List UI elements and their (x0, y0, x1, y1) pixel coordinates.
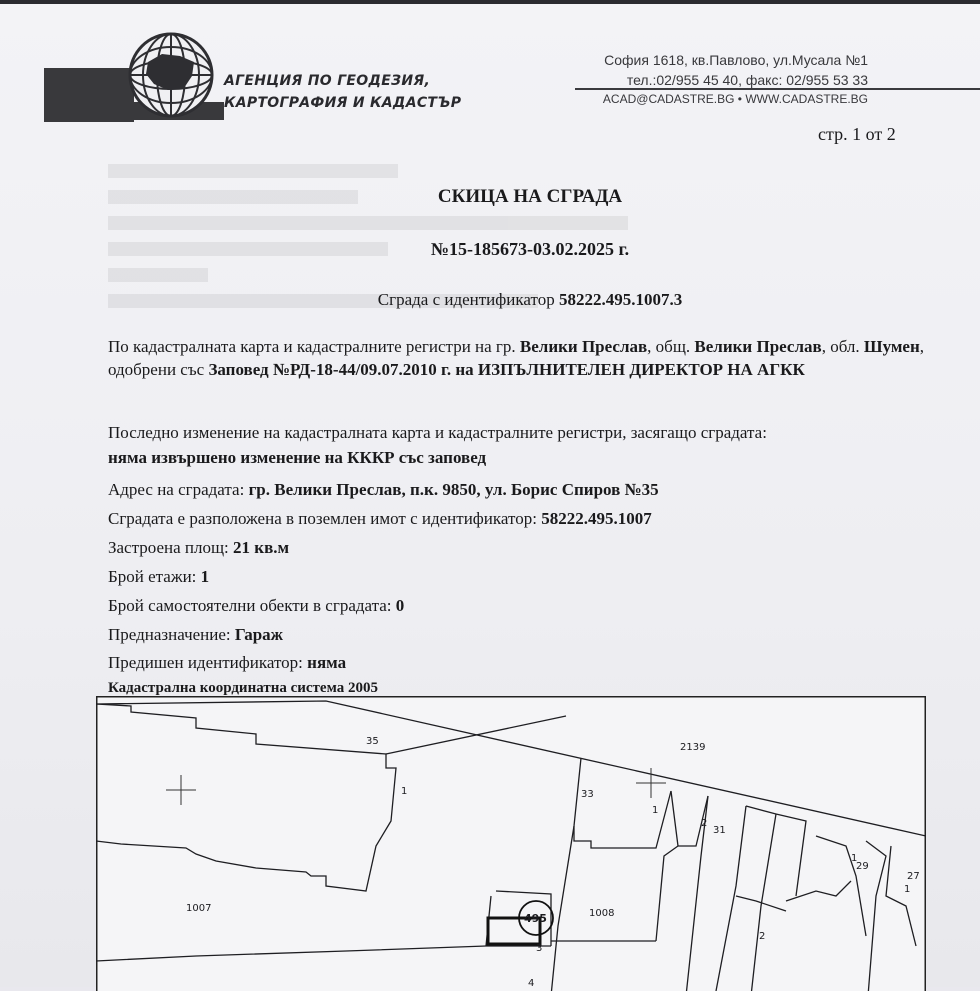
area-label: Застроена площ: (108, 538, 233, 557)
purpose-line (108, 623, 948, 646)
purpose-value: Гараж (235, 625, 283, 644)
coord-system-label: Кадастрална координатна система 2005 (108, 680, 378, 697)
prev-id-value: няма (307, 653, 346, 672)
map-frame (97, 697, 926, 991)
text-span: , обл. (822, 337, 864, 356)
map-label: 31 (713, 825, 726, 836)
map-label: 3 (536, 943, 542, 954)
contact-phones: тел.:02/955 45 40, факс: 02/955 53 33 (560, 70, 868, 90)
building-id-label: Сграда с идентификатор (378, 290, 559, 309)
units-value: 0 (396, 596, 405, 615)
header-rule (575, 88, 980, 128)
prev-id-label: Предишен идентификатор: (108, 653, 307, 672)
map-label: 1008 (589, 908, 614, 919)
text-span: По кадастралната карта и кадастралните регистри на гр. (108, 337, 520, 356)
building-id-line (0, 290, 980, 310)
map-label: 2139 (680, 742, 705, 753)
municipality-name: Велики Преслав (694, 337, 821, 356)
order-reference: Заповед №РД-18-44/09.07.2010 г. на ИЗПЪЛНИТЕЛЕН ДИРЕКТОР НА АГКК (208, 360, 804, 379)
map-label: 1 (401, 786, 407, 797)
cadastre-basis-paragraph (108, 335, 948, 381)
address-value: гр. Велики Преслав, п.к. 9850, ул. Борис Спиров №35 (249, 480, 659, 499)
map-label: 1 (652, 805, 658, 816)
province-name: Шумен (864, 337, 920, 356)
address-line (108, 478, 948, 501)
last-change-value: няма извършено изменение на КККР със заповед (108, 446, 948, 469)
parcel-value: 58222.495.1007 (541, 509, 652, 528)
floors-line (108, 565, 948, 588)
units-label: Брой самостоятелни обекти в сградата: (108, 596, 396, 615)
agency-line-1: АГЕНЦИЯ ПО ГЕОДЕЗИЯ, (224, 70, 461, 92)
text-span: , одобрени със (108, 337, 924, 379)
map-label: 2 (701, 818, 707, 829)
page-number: стр. 1 от 2 (818, 124, 896, 145)
address-label: Адрес на сградата: (108, 480, 249, 499)
globe-logo-icon (128, 32, 214, 118)
agency-name (224, 70, 461, 114)
logo-bar (44, 68, 134, 122)
document-sheet (0, 4, 980, 987)
cadastral-map (96, 696, 926, 991)
map-label: 35 (366, 736, 379, 747)
parcel-line (108, 507, 948, 530)
map-label: 4 (528, 978, 534, 989)
agency-line-2: КАРТОГРАФИЯ И КАДАСТЪР (224, 92, 461, 114)
town-name: Велики Преслав (520, 337, 647, 356)
contact-address: София 1618, кв.Павлово, ул.Мусала №1 (560, 50, 868, 70)
doc-number: №15-185673-03.02.2025 г. (0, 239, 980, 260)
map-label: 1 (904, 884, 910, 895)
area-value: 21 кв.м (233, 538, 289, 557)
prev-id-line (108, 651, 948, 674)
floors-label: Брой етажи: (108, 567, 201, 586)
contact-web: ACAD@CADASTRE.BG • WWW.CADASTRE.BG (560, 90, 868, 108)
map-label: 33 (581, 789, 594, 800)
building-id: 58222.495.1007.3 (559, 290, 682, 309)
map-label: 1 (851, 853, 857, 864)
units-line (108, 594, 948, 617)
parcel-label: Сградата е разположена в поземлен имот с идентификатор: (108, 509, 541, 528)
map-label: 1007 (186, 903, 211, 914)
area-line (108, 536, 948, 559)
map-label: 27 (907, 871, 920, 882)
purpose-label: Предназначение: (108, 625, 235, 644)
last-change-label: Последно изменение на кадастралната карта и кадастралните регистри, засягащо сградата: (108, 421, 948, 444)
map-label: 495 (524, 912, 547, 925)
doc-title: СКИЦА НА СГРАДА (0, 186, 980, 208)
floors-value: 1 (201, 567, 210, 586)
text-span: , общ. (647, 337, 694, 356)
map-label: 2 (759, 931, 765, 942)
map-label: 29 (856, 861, 869, 872)
